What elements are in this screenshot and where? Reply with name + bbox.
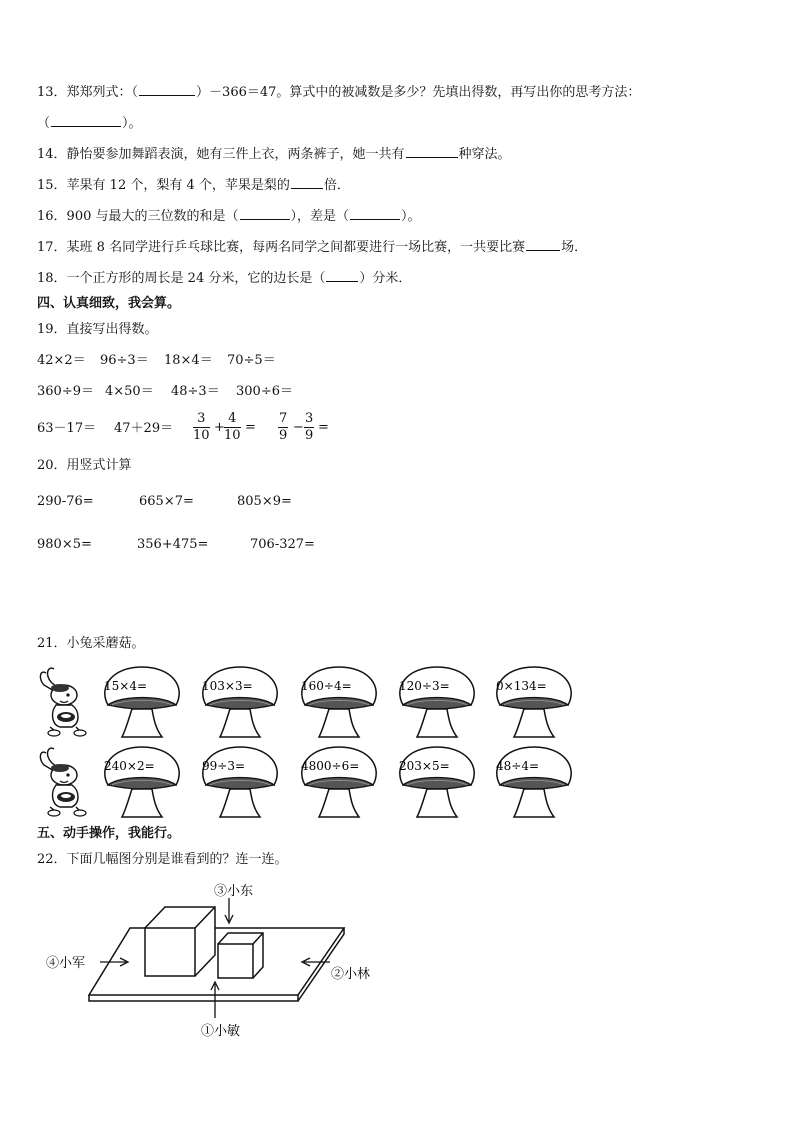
calc-item: 4×50＝ <box>105 384 154 399</box>
mushroom-problem: 203×5= <box>399 759 450 773</box>
mushroom-problem: 4800÷6= <box>301 759 360 773</box>
mushroom-card <box>490 663 578 741</box>
label-top: ③小东 <box>214 884 254 899</box>
mushroom-card <box>98 743 186 821</box>
mushroom-problem: 120÷3= <box>399 679 450 693</box>
answer-blank[interactable] <box>139 83 195 96</box>
mushroom-card <box>295 663 383 741</box>
sum-blank[interactable] <box>240 207 290 220</box>
calc-item: 356+475= <box>137 537 209 552</box>
calc-item: 42×2＝ <box>37 353 86 368</box>
mushroom-problem: 15×4= <box>104 679 148 693</box>
calc-item: 805×9= <box>237 494 292 509</box>
section-4-heading: 四、认真细致，我会算。 <box>37 296 181 311</box>
question-18: 18．一个正方形的周长是 24 分米，它的边长是（ ）分米． <box>37 271 412 286</box>
fraction-expression-2: $\frac{7}{9}$ − $\frac{3}{9}$ = <box>279 411 329 443</box>
question-20-title: 20．用竖式计算 <box>37 458 132 473</box>
question-21-title: 21．小兔采蘑菇。 <box>37 636 145 651</box>
question-15: 15．苹果有 12 个，梨有 4 个，苹果是梨的 倍． <box>37 178 350 193</box>
calc-item: 96÷3＝ <box>100 353 149 368</box>
mushroom-problem: 240×2= <box>104 759 155 773</box>
mushroom-card <box>393 743 481 821</box>
fraction: $\frac{3}{9}$ <box>305 411 314 443</box>
section-5-heading: 五、动手操作，我能行。 <box>37 826 181 841</box>
calc-item: 70÷5＝ <box>227 353 276 368</box>
cube-arrangement-diagram <box>40 878 400 1048</box>
q20-row-2 <box>37 536 357 554</box>
calc-item: 290-76= <box>37 494 94 509</box>
calc-item: 980×5= <box>37 537 92 552</box>
mushroom-row-1 <box>0 663 794 741</box>
fraction: $\frac{7}{9}$ <box>279 411 288 443</box>
calc-item: 706-327= <box>250 537 315 552</box>
calc-item: 18×4＝ <box>164 353 213 368</box>
question-14: 14．静怡要参加舞蹈表演，她有三件上衣，两条裤子，她一共有 种穿法。 <box>37 147 511 162</box>
answer-blank[interactable] <box>406 145 458 158</box>
mushroom-card <box>295 743 383 821</box>
label-right: ②小林 <box>331 967 371 982</box>
question-13: 13．郑郑列式：（ ）－366＝47。算式中的被减数是多少？先填出得数，再写出你的思考方法： <box>37 85 641 100</box>
mushroom-card <box>393 663 481 741</box>
calc-item: 47＋29＝ <box>114 421 174 436</box>
calc-item: 360÷9＝ <box>37 384 94 399</box>
fraction: $\frac{4}{10}$ <box>224 411 241 443</box>
label-left: ④小军 <box>46 956 86 971</box>
mushroom-card <box>196 663 284 741</box>
label-bottom: ①小敏 <box>201 1024 241 1039</box>
mushroom-problem: 99÷3= <box>202 759 246 773</box>
mushroom-problem: 48÷4= <box>496 759 540 773</box>
mushroom-problem: 160÷4= <box>301 679 352 693</box>
mushroom-problem: 103×3= <box>202 679 253 693</box>
answer-blank[interactable] <box>326 269 358 282</box>
fraction-expression-1: $\frac{3}{10}$ + $\frac{4}{10}$ = <box>193 411 256 443</box>
question-16: 16．900 与最大的三位数的和是（ ），差是（ ）。 <box>37 209 421 224</box>
question-19-title: 19．直接写出得数。 <box>37 322 158 337</box>
fraction: $\frac{3}{10}$ <box>193 411 210 443</box>
calc-item: 665×7= <box>139 494 194 509</box>
q20-row-1 <box>37 493 337 511</box>
answer-blank[interactable] <box>291 176 323 189</box>
question-22-title: 22．下面几幅图分别是谁看到的？连一连。 <box>37 852 288 867</box>
q19-row-1 <box>37 352 337 370</box>
answer-blank[interactable] <box>526 238 560 251</box>
question-13-method: （ ）。 <box>37 116 142 131</box>
method-blank[interactable] <box>51 114 121 127</box>
calc-item: 300÷6＝ <box>236 384 293 399</box>
q19-row-2 <box>37 383 337 401</box>
calc-item: 63－17＝ <box>37 421 97 436</box>
mushroom-problem: 0×134= <box>496 679 547 693</box>
question-17: 17．某班 8 名同学进行乒乓球比赛，每两名同学之间都要进行一场比赛，一共要比赛 场． <box>37 240 588 255</box>
difference-blank[interactable] <box>350 207 400 220</box>
mushroom-card <box>490 743 578 821</box>
calc-item: 48÷3＝ <box>171 384 220 399</box>
mushroom-row-2 <box>0 743 794 821</box>
mushroom-card <box>196 743 284 821</box>
mushroom-card <box>98 663 186 741</box>
